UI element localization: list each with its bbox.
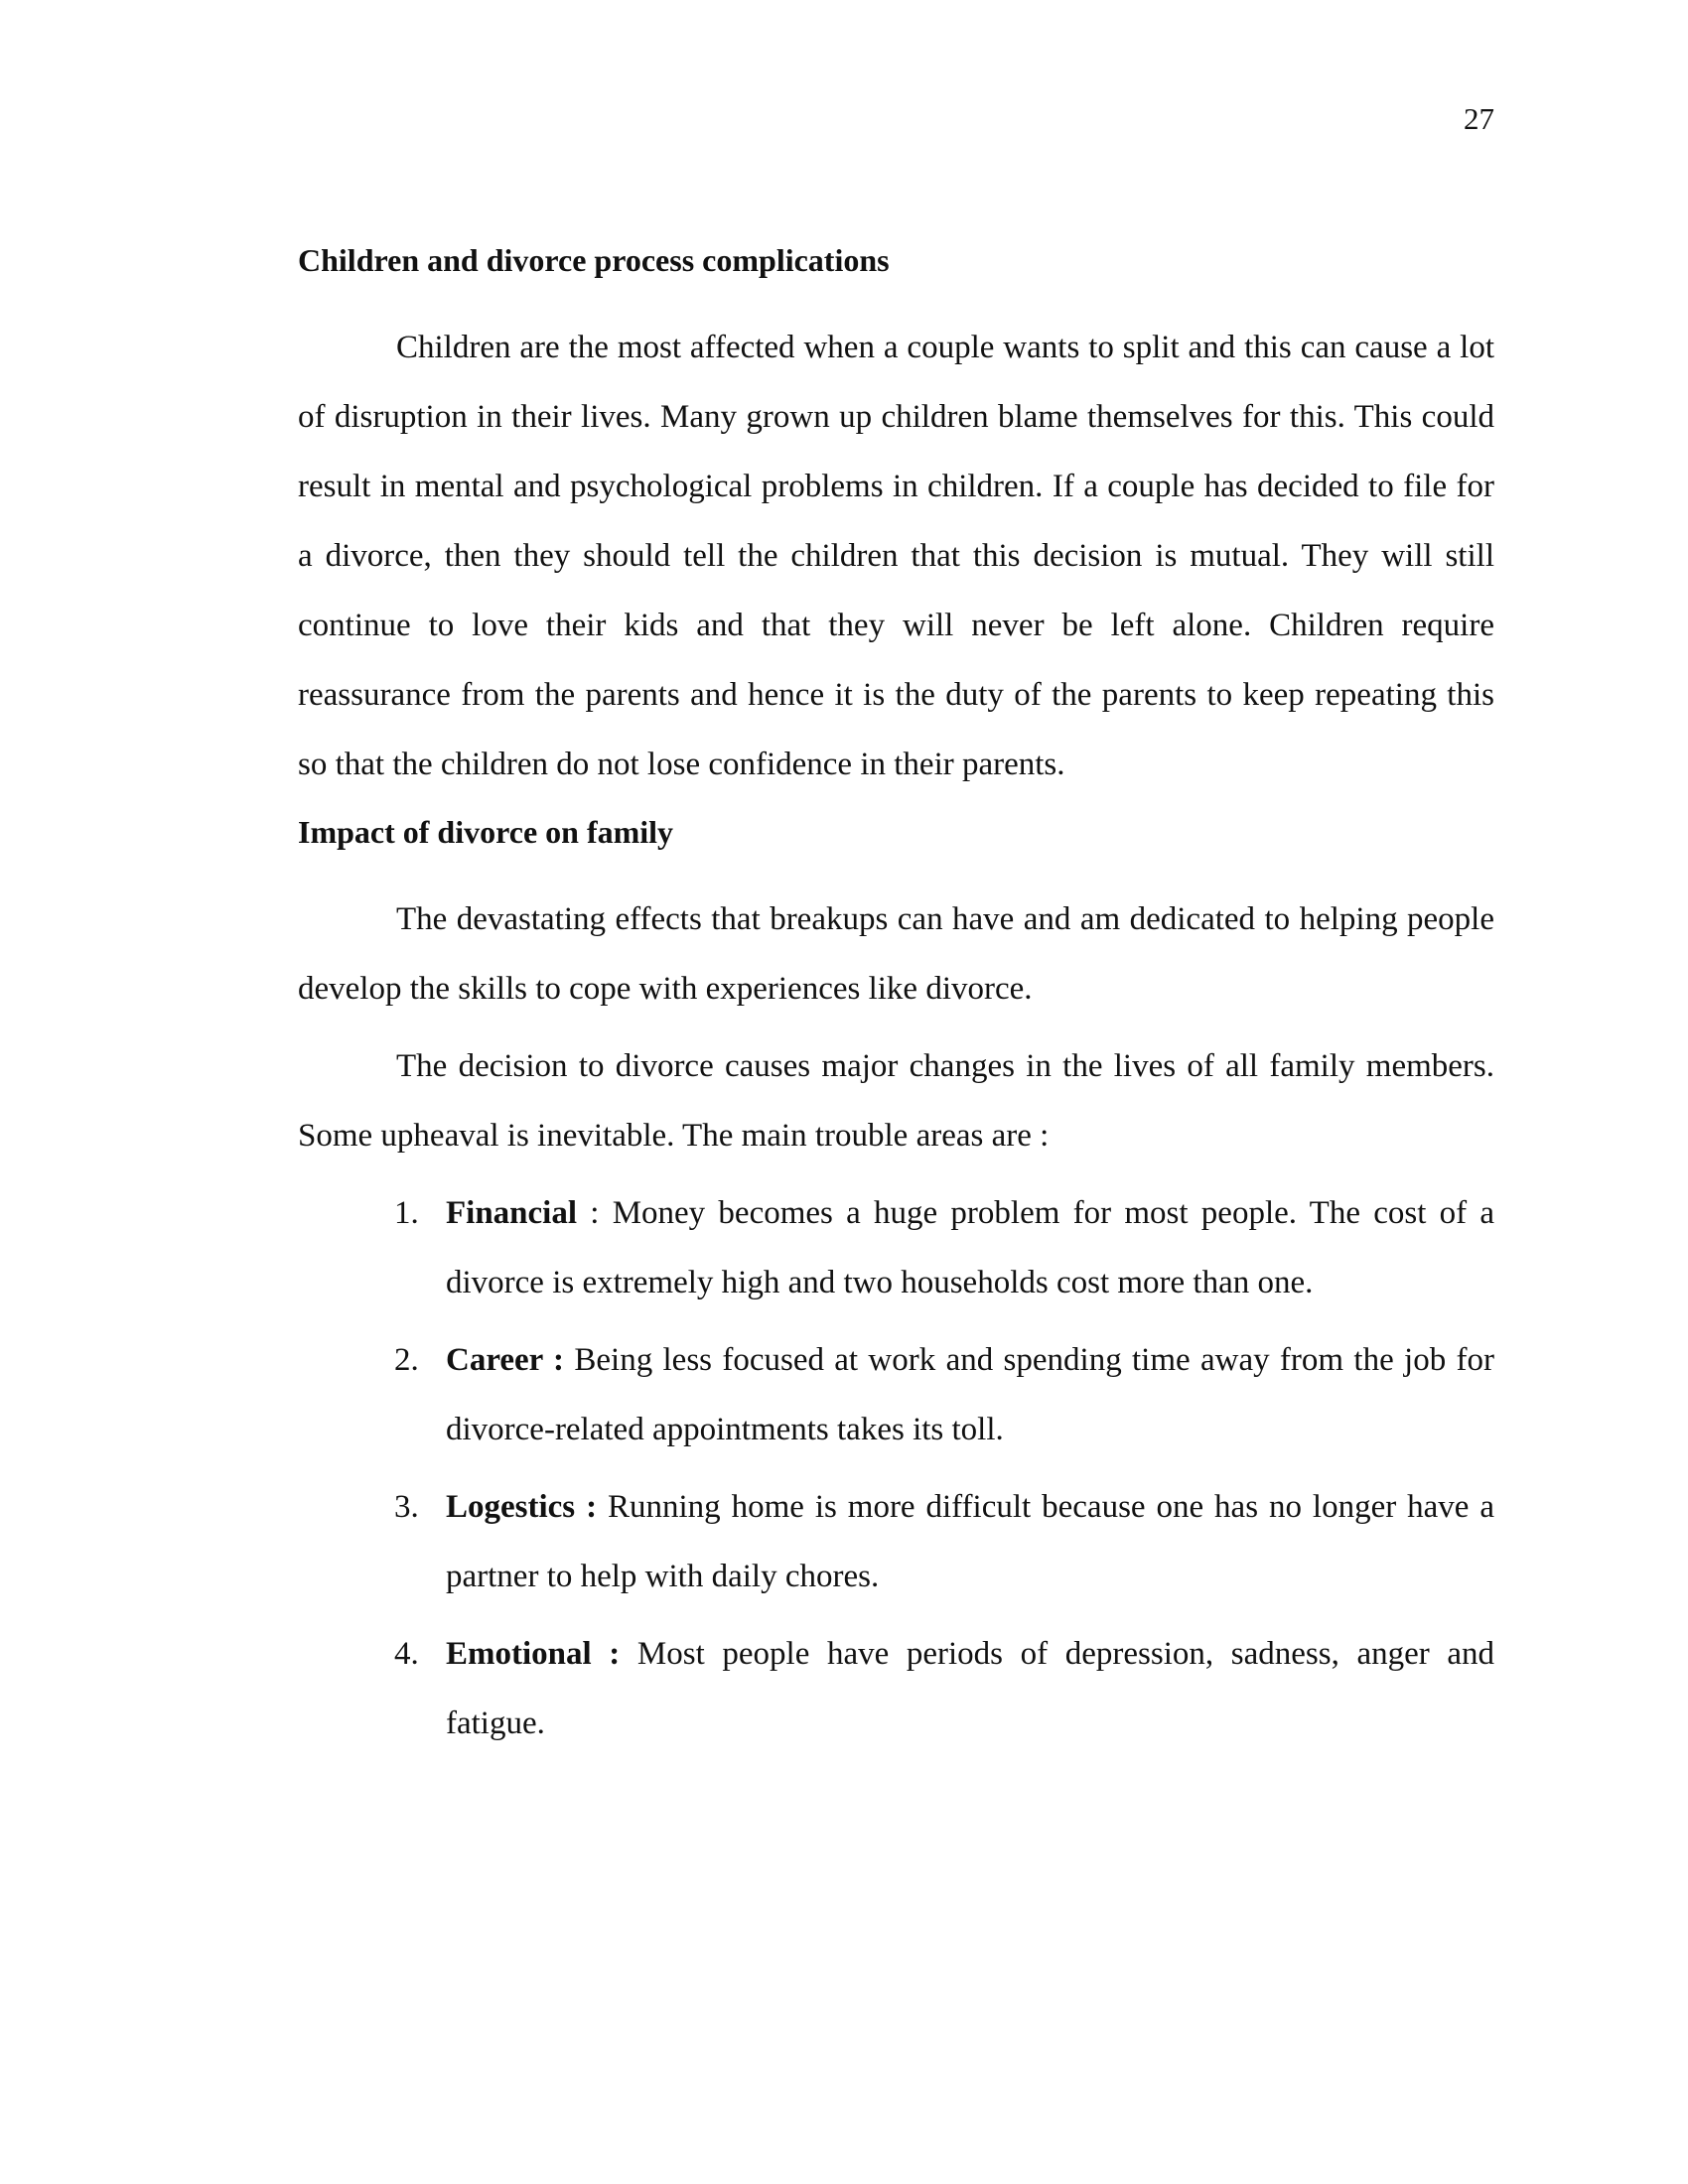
list-item-text: Most people have periods of depression, sadness, anger and fatigue. bbox=[446, 1636, 1494, 1741]
section-heading-children-divorce: Children and divorce process complications bbox=[298, 242, 890, 278]
page-number: 27 bbox=[1464, 101, 1494, 136]
list-item-number: 4. bbox=[394, 1636, 419, 1672]
paragraph-decision-to-divorce: The decision to divorce causes major changes in the lives of all family members. Some upheaval is inevitable. The main trouble areas are : bbox=[298, 1048, 1494, 1154]
list-item-text: Being less focused at work and spending time away from the job for divorce-related appointments takes its toll. bbox=[446, 1342, 1495, 1447]
list-item-text: Running home is more difficult because one has no longer have a partner to help with daily chores. bbox=[446, 1489, 1494, 1594]
page-content bbox=[298, 235, 1494, 1766]
list-item-term: Emotional : bbox=[446, 1636, 621, 1672]
list-item-term: Logestics : bbox=[446, 1489, 598, 1525]
trouble-areas-list bbox=[298, 1178, 1494, 1758]
paragraph-devastating-effects: The devastating effects that breakups can have and am dedicated to helping people develop the skills to cope with experiences like divorce. bbox=[298, 901, 1494, 1007]
list-item-term: Financial bbox=[446, 1195, 578, 1231]
list-item-number: 2. bbox=[394, 1342, 419, 1378]
list-item-term: Career : bbox=[446, 1342, 565, 1378]
list-item-text: : Money becomes a huge problem for most people. The cost of a divorce is extremely high and two households cost more than one. bbox=[446, 1195, 1494, 1300]
list-item-number: 1. bbox=[394, 1195, 419, 1231]
paragraph-children-divorce: Children are the most affected when a couple wants to split and this can cause a lot of disruption in their lives. Many grown up children blame themselves for this. This could result in mental and psychological problems in children. If a couple has decided to file for a divorce, then they should tell the children that this decision is mutual. They will still continue to love their kids and that they will never be left alone. Children require reassurance from the parents and hence it is the duty of the parents to keep repeating this so that the children do not lose confidence in their parents. bbox=[298, 330, 1494, 782]
list-item-logestics bbox=[298, 1472, 1494, 1611]
list-item-emotional bbox=[298, 1619, 1494, 1758]
list-item-career bbox=[298, 1325, 1494, 1464]
list-item-financial bbox=[298, 1178, 1494, 1317]
list-item-number: 3. bbox=[394, 1489, 419, 1525]
section-heading-impact-divorce: Impact of divorce on family bbox=[298, 814, 674, 850]
